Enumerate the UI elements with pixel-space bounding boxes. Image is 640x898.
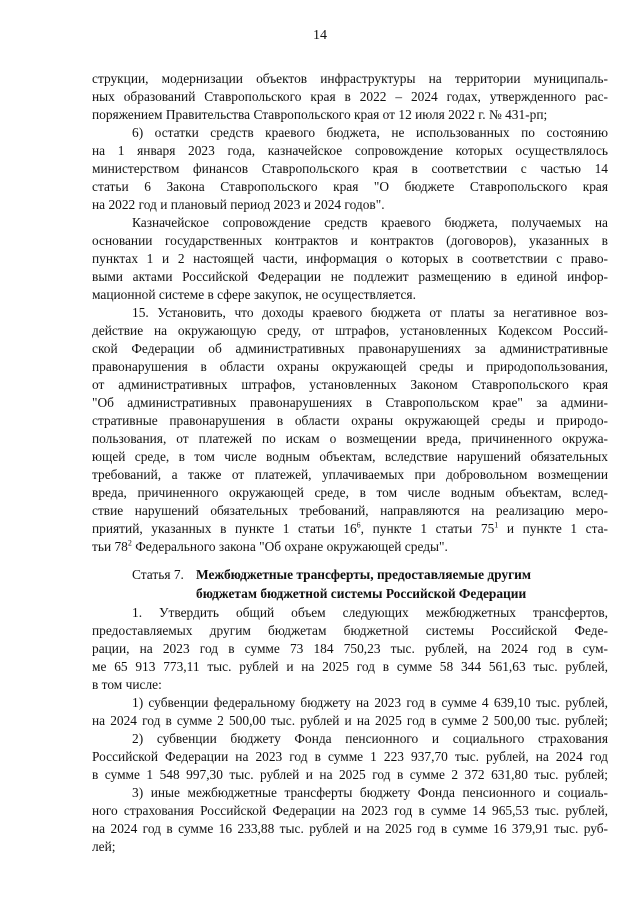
- text-run: ных образований Ставропольского края в 2022 – 2024 годах, утвержденного рас-: [92, 89, 608, 104]
- text-run: на 2022 год и плановый период 2023 и 2024 годов".: [92, 197, 385, 212]
- text-line: [92, 160, 608, 178]
- text-line: [92, 712, 608, 730]
- text-line: [92, 502, 608, 520]
- text-run: "Об административных правонарушениях в Ставропольском крае" за админи-: [92, 395, 608, 410]
- text-run: , пункте 1 статьи 75: [360, 521, 495, 536]
- text-run: приятий, указанных в пункте 1 статьи 16: [92, 521, 357, 536]
- text-line: [92, 250, 608, 268]
- text-line: [92, 658, 608, 676]
- text-run: стративные правонарушения в области охраны окружающей среды и природо-: [92, 413, 608, 428]
- text-line: [92, 538, 608, 556]
- text-line: [92, 178, 608, 196]
- text-run: в том числе:: [92, 677, 162, 692]
- text-run: выми актами Российской Федерации не подлежит размещению в единой инфор-: [92, 269, 608, 284]
- text-run: требований, а также от платежей, уплачиваемых при добровольном возмещении: [92, 467, 608, 482]
- text-line: [92, 322, 608, 340]
- text-line: [92, 694, 608, 712]
- body-text-block-1: [92, 70, 608, 556]
- text-run: 3) иные межбюджетные трансферты бюджету Фонда пенсионного и социаль-: [132, 785, 608, 800]
- text-run: поряжением Правительства Ставропольского края от 12 июля 2022 г. № 431-рп;: [92, 107, 548, 122]
- text-line: [92, 448, 608, 466]
- text-line: [92, 676, 608, 694]
- text-line: [92, 430, 608, 448]
- text-line: [92, 748, 608, 766]
- text-run: пользования, от платежей по искам о возмещении вреда, причиненного окружа-: [92, 431, 608, 446]
- text-run: мационной системе в сфере закупок, не осуществляется.: [92, 287, 416, 302]
- text-run: струкции, модернизации объектов инфраструктуры на территории муниципаль-: [92, 71, 608, 86]
- article-label: Статья 7.: [132, 567, 184, 582]
- text-line: [92, 196, 608, 214]
- page-number: 14: [313, 28, 327, 43]
- text-line: [92, 214, 608, 232]
- text-run: ме 65 913 773,11 тыс. рублей и на 2025 год в сумме 58 344 561,63 тыс. рублей,: [92, 659, 608, 674]
- text-line: [92, 340, 608, 358]
- text-run: и пункте 1 ста-: [498, 521, 608, 536]
- text-run: 2) субвенции бюджету Фонда пенсионного и социального страхования: [132, 731, 608, 746]
- text-line: [92, 466, 608, 484]
- text-line: [92, 412, 608, 430]
- article-title-line-1: Межбюджетные трансферты, предоставляемые другим: [196, 567, 532, 582]
- text-run: ской Федерации об административных правонарушениях за административные: [92, 341, 608, 356]
- text-run: 1. Утвердить общий объем следующих межбюджетных трансфертов,: [132, 605, 608, 620]
- text-run: от административных штрафов, установленных Законом Ставропольского края: [92, 377, 608, 392]
- text-run: пунктах 1 и 2 настоящей части, информация о которых в соответствии с право-: [92, 251, 608, 266]
- text-line: [92, 232, 608, 250]
- text-line: [92, 520, 608, 538]
- text-line: [92, 820, 608, 838]
- text-line: [92, 730, 608, 748]
- superscript: 6: [356, 520, 361, 530]
- text-run: Федерального закона "Об охране окружающей среды".: [131, 539, 448, 554]
- text-run: на 1 января 2023 года, казначейское сопровождение которых осуществлялось: [92, 143, 608, 158]
- text-line: [92, 394, 608, 412]
- text-run: ющей среде, в том числе водным объектам, вследствие нарушений обязательных: [92, 449, 608, 464]
- text-run: статьи 6 Закона Ставропольского края "О бюджете Ставропольского края: [92, 179, 608, 194]
- text-line: [92, 70, 608, 88]
- text-line: [92, 622, 608, 640]
- text-run: рации, на 2023 год в сумме 73 184 750,23 тыс. рублей, на 2024 год в сум-: [92, 641, 608, 656]
- text-run: действие на окружающую среду, от штрафов, установленных Кодексом Россий-: [92, 323, 608, 338]
- text-line: [92, 484, 608, 502]
- text-run: ствие нарушений обязательных требований, направляются на реализацию меро-: [92, 503, 608, 518]
- body-text-block-2: [92, 604, 608, 856]
- text-line: [92, 640, 608, 658]
- text-run: основании государственных контрактов и контрактов (договоров), указанных в: [92, 233, 608, 248]
- text-line: [92, 802, 608, 820]
- text-run: 6) остатки средств краевого бюджета, не использованных по состоянию: [132, 125, 608, 140]
- text-line: [92, 838, 608, 856]
- text-line: [92, 106, 608, 124]
- text-run: тьи 78: [92, 539, 128, 554]
- article-title-line-2: бюджетам бюджетной системы Российской Федерации: [196, 586, 527, 601]
- text-run: лей;: [92, 839, 116, 854]
- text-run: в сумме 1 548 997,30 тыс. рублей и на 2025 год в сумме 2 372 631,80 тыс. рублей;: [92, 767, 608, 782]
- text-run: Российской Федерации на 2023 год в сумме 1 223 937,70 тыс. рублей, на 2024 год: [92, 749, 608, 764]
- text-line: [92, 286, 608, 304]
- text-run: вреда, причиненного окружающей среде, в том числе водным объектам, вслед-: [92, 485, 608, 500]
- text-line: [92, 376, 608, 394]
- text-run: 15. Установить, что доходы краевого бюджета от платы за негативное воз-: [132, 305, 608, 320]
- text-run: на 2024 год в сумме 2 500,00 тыс. рублей и на 2025 год в сумме 2 500,00 тыс. рублей;: [92, 713, 608, 728]
- text-run: министерством финансов Ставропольского края в соответствии с частью 14: [92, 161, 608, 176]
- text-run: ного страхования Российской Федерации на 2023 год в сумме 14 965,53 тыс. рублей,: [92, 803, 608, 818]
- text-line: [92, 358, 608, 376]
- text-line: [92, 766, 608, 784]
- text-line: [92, 304, 608, 322]
- text-line: [92, 142, 608, 160]
- superscript: 2: [127, 538, 132, 548]
- article-heading: [92, 566, 608, 604]
- text-run: 1) субвенции федеральному бюджету на 2023 год в сумме 4 639,10 тыс. рублей,: [132, 695, 608, 710]
- superscript: 1: [494, 520, 499, 530]
- text-run: Казначейское сопровождение средств краевого бюджета, получаемых на: [132, 215, 608, 230]
- text-line: [92, 124, 608, 142]
- text-line: [92, 268, 608, 286]
- text-run: на 2024 год в сумме 16 233,88 тыс. рублей и на 2025 год в сумме 16 379,91 тыс. руб-: [92, 821, 608, 836]
- text-line: [92, 784, 608, 802]
- text-line: [92, 88, 608, 106]
- text-run: правонарушения в области охраны окружающей среды и природопользования,: [92, 359, 608, 374]
- text-run: предоставляемых другим бюджетам бюджетной системы Российской Феде-: [92, 623, 608, 638]
- text-line: [92, 604, 608, 622]
